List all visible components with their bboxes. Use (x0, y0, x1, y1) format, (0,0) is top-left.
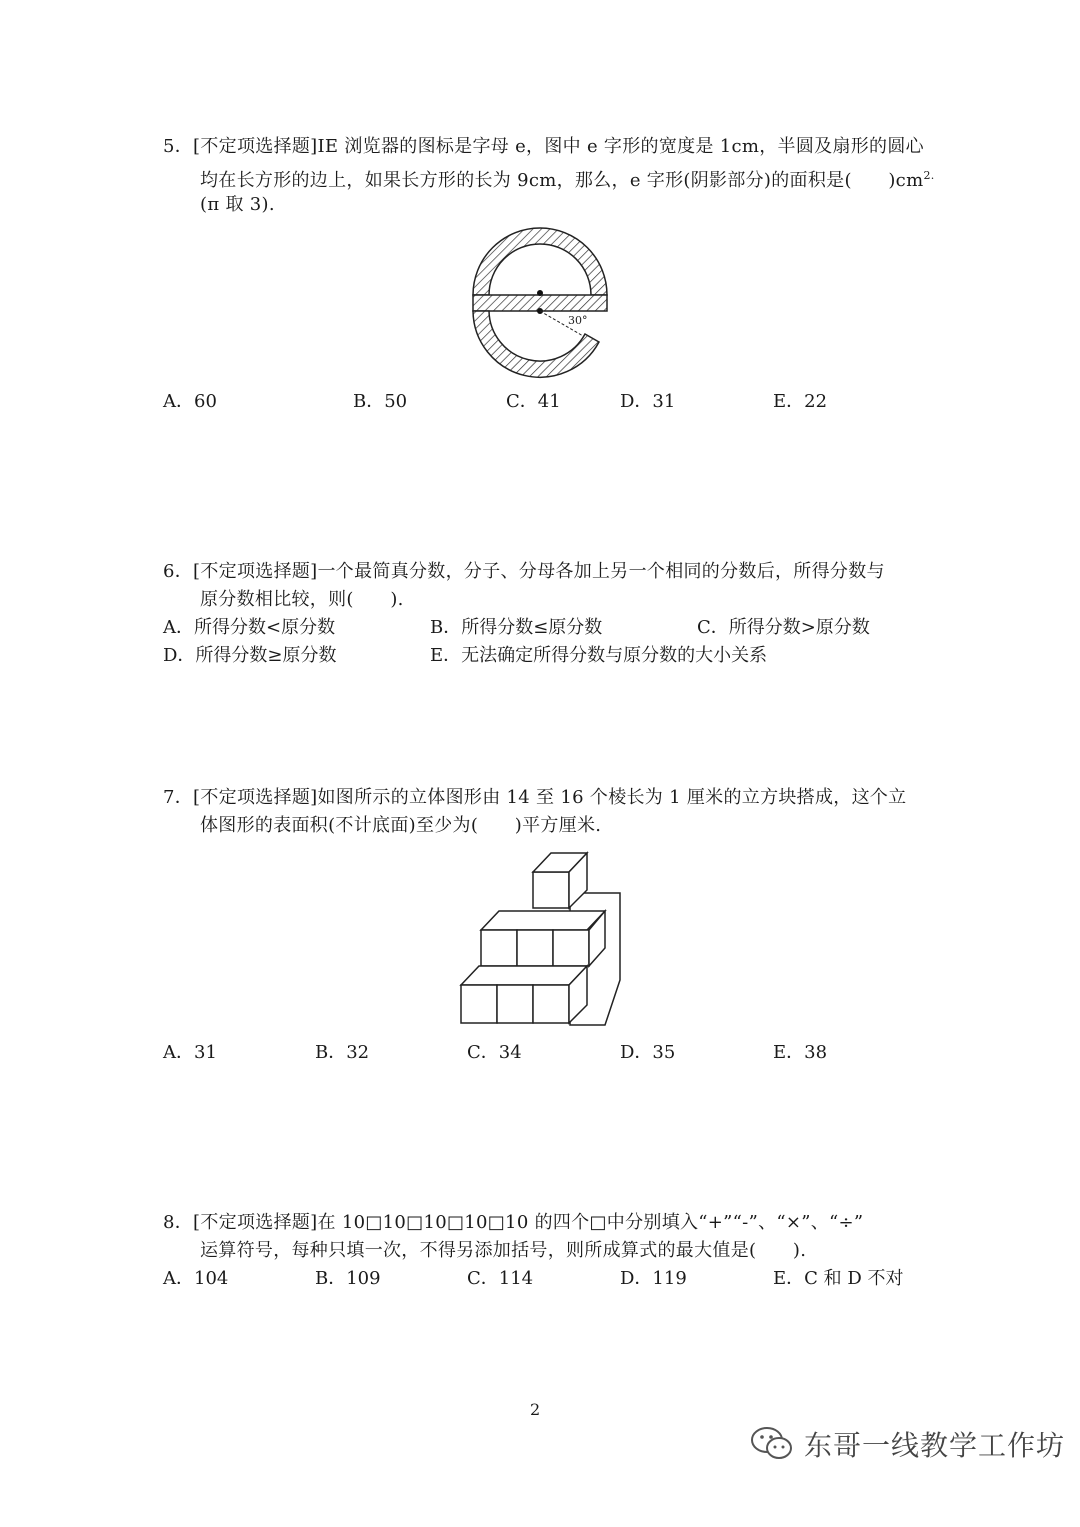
q7-option-b[interactable]: B．32 (315, 1042, 370, 1063)
q7-line-1: 7．[不定项选择题]如图所示的立体图形由 14 至 16 个棱长为 1 厘米的立方块搭成，这个立 (163, 787, 907, 808)
q5-superscript: 2. (923, 169, 935, 182)
angle-label: 30° (568, 314, 588, 327)
upper-center-dot (537, 290, 543, 296)
q8-option-c[interactable]: C．114 (467, 1268, 534, 1289)
q6-option-e[interactable]: E．无法确定所得分数与原分数的大小关系 (430, 645, 768, 666)
cube-mid-2 (517, 930, 553, 966)
q7-option-c[interactable]: C．34 (467, 1042, 522, 1063)
q5-option-d[interactable]: D．31 (620, 391, 676, 412)
q8-line-1: 8．[不定项选择题]在 10□10□10□10□10 的四个□中分别填入“+”“-”、“×”、“÷” (163, 1212, 864, 1233)
q7-option-e[interactable]: E．38 (773, 1042, 828, 1063)
cube-mid-top (481, 911, 605, 930)
q5-line-2-text: 均在长方形的边上，如果长方形的长为 9cm，那么，e 字形(阴影部分)的面积是( )cm (200, 170, 924, 191)
cube-bot-top (461, 966, 587, 985)
q5-line-1: 5．[不定项选择题]IE 浏览器的图标是字母 e，图中 e 字形的宽度是 1cm，半圆及扇形的圆心 (163, 136, 924, 157)
q5-line-2 (200, 163, 935, 194)
cube-stack-figure (455, 845, 630, 1030)
q6-line-1: 6．[不定项选择题]一个最简真分数，分子、分母各加上另一个相同的分数后，所得分数与 (163, 561, 885, 582)
q8-option-e[interactable]: E．C 和 D 不对 (773, 1268, 904, 1289)
q8-option-d[interactable]: D．119 (620, 1268, 687, 1289)
cube-bot-3 (533, 985, 569, 1023)
q6-option-a[interactable]: A．所得分数<原分数 (163, 617, 336, 638)
q7-option-a[interactable]: A．31 (163, 1042, 217, 1063)
page-number: 2 (530, 1400, 541, 1419)
cube-top-front (533, 872, 569, 908)
q6-option-d[interactable]: D．所得分数≥原分数 (163, 645, 337, 666)
q6-option-c[interactable]: C．所得分数>原分数 (697, 617, 870, 638)
cube-mid-1 (481, 930, 517, 966)
q5-option-a[interactable]: A．60 (163, 391, 217, 412)
cube-bot-1 (461, 985, 497, 1023)
cube-mid-3 (553, 930, 589, 966)
q5-option-c[interactable]: C．41 (506, 391, 561, 412)
q8-option-a[interactable]: A．104 (163, 1268, 229, 1289)
watermark (750, 1424, 1065, 1464)
q6-option-b[interactable]: B．所得分数≤原分数 (430, 617, 603, 638)
upper-semicircle-ring (473, 228, 607, 295)
q8-option-b[interactable]: B．109 (315, 1268, 381, 1289)
watermark-text: 东哥一线教学工作坊 (804, 1429, 1066, 1462)
q5-line-3: (π 取 3). (200, 194, 275, 215)
cube-bot-2 (497, 985, 533, 1023)
wechat-icon (750, 1426, 794, 1462)
q7-line-2: 体图形的表面积(不计底面)至少为( )平方厘米. (200, 815, 602, 836)
e-letter-figure (465, 220, 625, 385)
q5-option-e[interactable]: E．22 (773, 391, 828, 412)
q6-line-2: 原分数相比较，则( ). (200, 589, 404, 610)
q7-option-d[interactable]: D．35 (620, 1042, 676, 1063)
q8-line-2: 运算符号，每种只填一次，不得另添加括号，则所成算式的最大值是( ). (200, 1240, 807, 1261)
q5-option-b[interactable]: B．50 (353, 391, 408, 412)
